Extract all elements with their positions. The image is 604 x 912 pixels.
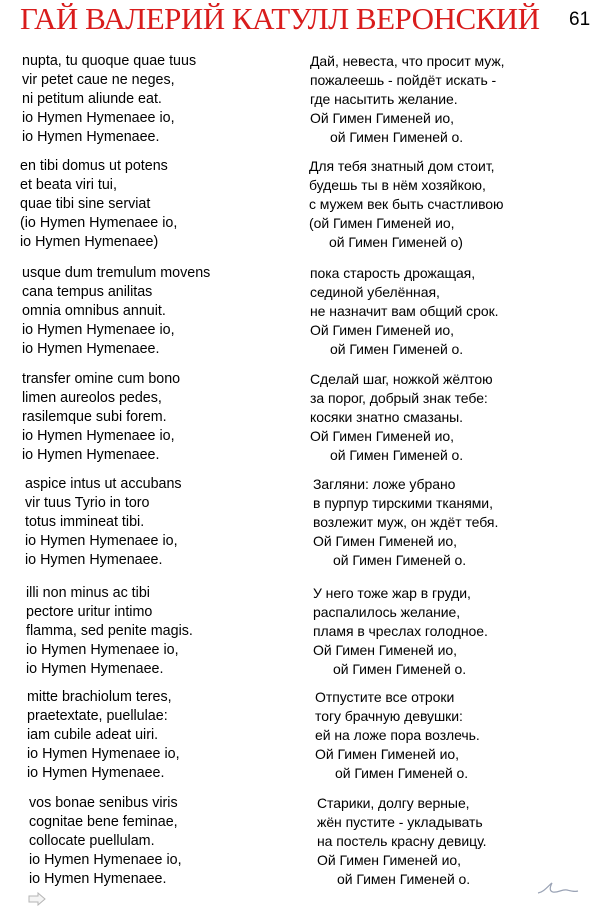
russian-line: Для тебя знатный дом стоит, bbox=[309, 158, 495, 174]
russian-stanza bbox=[313, 584, 488, 679]
latin-line: collocate puellulam. bbox=[29, 833, 155, 849]
latin-line: ni petitum aliunde eat. bbox=[22, 91, 162, 107]
russian-line: У него тоже жар в груди, bbox=[313, 585, 471, 601]
russian-stanza bbox=[309, 157, 504, 252]
latin-stanza bbox=[22, 264, 210, 359]
russian-line: Дай, невеста, что просит муж, bbox=[310, 53, 505, 69]
latin-stanza bbox=[29, 794, 182, 889]
latin-line: totus immineat tibi. bbox=[25, 514, 145, 530]
latin-stanza bbox=[27, 688, 180, 783]
latin-line: flamma, sed penite magis. bbox=[26, 623, 193, 639]
latin-line: io Hymen Hymenaee io, bbox=[22, 110, 175, 126]
latin-line: pectore uritur intimo bbox=[26, 604, 153, 620]
russian-line: пламя в чреслах голодное. bbox=[313, 623, 488, 639]
latin-stanza bbox=[20, 157, 177, 252]
russian-line: Ой Гимен Гименей ио, bbox=[317, 852, 461, 868]
russian-line: косяки знатно смазаны. bbox=[310, 409, 463, 425]
russian-line: на постель красну девицу. bbox=[317, 833, 487, 849]
russian-line: пока старость дрожащая, bbox=[310, 265, 476, 281]
signature-mark bbox=[534, 880, 580, 896]
latin-line: io Hymen Hymenaee. bbox=[22, 447, 160, 463]
latin-line: io Hymen Hymenaee. bbox=[22, 129, 160, 145]
russian-line: Ой Гимен Гименей ио, bbox=[313, 533, 457, 549]
latin-line: io Hymen Hymenaee. bbox=[22, 341, 160, 357]
latin-line: rasilemque subi forem. bbox=[22, 409, 167, 425]
latin-line: io Hymen Hymenaee) bbox=[20, 234, 159, 250]
latin-line: io Hymen Hymenaee io, bbox=[26, 642, 179, 658]
russian-line: пожалеешь - пойдёт искать - bbox=[310, 72, 497, 88]
latin-line: io Hymen Hymenaee io, bbox=[22, 428, 175, 444]
page-title: ГАЙ ВАЛЕРИЙ КАТУЛЛ ВЕРОНСКИЙ bbox=[20, 1, 540, 36]
russian-line: жён пустите - укладывать bbox=[317, 814, 483, 830]
latin-stanza bbox=[25, 475, 182, 570]
latin-line: transfer omine cum bono bbox=[22, 371, 181, 387]
latin-line: vir tuus Tyrio in toro bbox=[25, 495, 150, 511]
russian-stanza bbox=[313, 475, 498, 570]
russian-line: возлежит муж, он ждёт тебя. bbox=[313, 514, 499, 530]
russian-line: сединой убелённая, bbox=[310, 284, 440, 300]
russian-line: с мужем век быть счастливою bbox=[309, 196, 504, 212]
latin-line: mitte brachiolum teres, bbox=[27, 689, 172, 705]
latin-line: quae tibi sine serviat bbox=[20, 196, 151, 212]
latin-line: io Hymen Hymenaee io, bbox=[22, 322, 175, 338]
russian-line: ой Гимен Гименей о. bbox=[337, 871, 471, 887]
russian-line: ой Гимен Гименей о. bbox=[330, 341, 464, 357]
russian-line: ой Гимен Гименей о) bbox=[329, 234, 463, 250]
latin-stanza bbox=[22, 370, 180, 465]
latin-line: aspice intus ut accubans bbox=[25, 476, 182, 492]
latin-line: praetextate, puellulae: bbox=[27, 708, 168, 724]
russian-line: где насытить желание. bbox=[310, 91, 458, 107]
russian-stanza bbox=[310, 52, 505, 147]
russian-line: Загляни: ложе убрано bbox=[313, 476, 456, 492]
latin-line: limen aureolos pedes, bbox=[22, 390, 162, 406]
latin-line: (io Hymen Hymenaee io, bbox=[20, 215, 178, 231]
russian-stanza bbox=[317, 794, 487, 889]
latin-line: cana tempus anilitas bbox=[22, 284, 153, 300]
russian-line: в пурпур тирскими тканями, bbox=[313, 495, 493, 511]
russian-line: ой Гимен Гименей о. bbox=[333, 552, 467, 568]
russian-line: Ой Гимен Гименей ио, bbox=[310, 110, 454, 126]
latin-line: io Hymen Hymenaee. bbox=[25, 552, 163, 568]
arrow-right-icon[interactable] bbox=[28, 892, 46, 906]
russian-line: ой Гимен Гименей о. bbox=[330, 447, 464, 463]
russian-stanza bbox=[310, 370, 493, 465]
latin-line: io Hymen Hymenaee. bbox=[26, 661, 164, 677]
russian-line: будешь ты в нём хозяйкою, bbox=[309, 177, 486, 193]
latin-line: io Hymen Hymenaee. bbox=[27, 765, 165, 781]
latin-line: en tibi domus ut potens bbox=[20, 158, 168, 174]
latin-line: io Hymen Hymenaee io, bbox=[29, 852, 182, 868]
latin-stanza bbox=[26, 584, 193, 679]
latin-line: iam cubile adeat uiri. bbox=[27, 727, 159, 743]
latin-line: io Hymen Hymenaee io, bbox=[25, 533, 178, 549]
russian-line: ой Гимен Гименей о. bbox=[330, 129, 464, 145]
russian-line: Ой Гимен Гименей ио, bbox=[315, 746, 459, 762]
russian-line: ей на ложе пора возлечь. bbox=[315, 727, 480, 743]
russian-line: Старики, долгу верные, bbox=[317, 795, 470, 811]
latin-line: et beata viri tui, bbox=[20, 177, 117, 193]
russian-line: ой Гимен Гименей о. bbox=[333, 661, 467, 677]
latin-line: illi non minus ac tibi bbox=[26, 585, 150, 601]
russian-line: Ой Гимен Гименей ио, bbox=[310, 322, 454, 338]
latin-line: io Hymen Hymenaee. bbox=[29, 871, 167, 887]
latin-line: usque dum tremulum movens bbox=[22, 265, 211, 281]
latin-line: cognitae bene feminae, bbox=[29, 814, 178, 830]
latin-line: nupta, tu quoque quae tuus bbox=[22, 53, 197, 69]
russian-line: тогу брачную девушки: bbox=[315, 708, 463, 724]
russian-line: Ой Гимен Гименей ио, bbox=[310, 428, 454, 444]
russian-line: за порог, добрый знак тебе: bbox=[310, 390, 488, 406]
russian-line: не назначит вам общий срок. bbox=[310, 303, 499, 319]
latin-stanza bbox=[22, 52, 196, 147]
russian-stanza bbox=[315, 688, 480, 783]
russian-line: Сделай шаг, ножкой жёлтою bbox=[310, 371, 493, 387]
latin-line: vir petet caue ne neges, bbox=[22, 72, 175, 88]
russian-line: распалилось желание, bbox=[313, 604, 461, 620]
russian-line: Отпустите все отроки bbox=[315, 689, 455, 705]
russian-line: Ой Гимен Гименей ио, bbox=[313, 642, 457, 658]
russian-line: ой Гимен Гименей о. bbox=[335, 765, 469, 781]
latin-line: omnia omnibus annuit. bbox=[22, 303, 166, 319]
russian-stanza bbox=[310, 264, 498, 359]
russian-line: (ой Гимен Гименей ио, bbox=[309, 215, 455, 231]
latin-line: io Hymen Hymenaee io, bbox=[27, 746, 180, 762]
latin-line: vos bonae senibus viris bbox=[29, 795, 178, 811]
page-number: 61 bbox=[569, 9, 591, 30]
